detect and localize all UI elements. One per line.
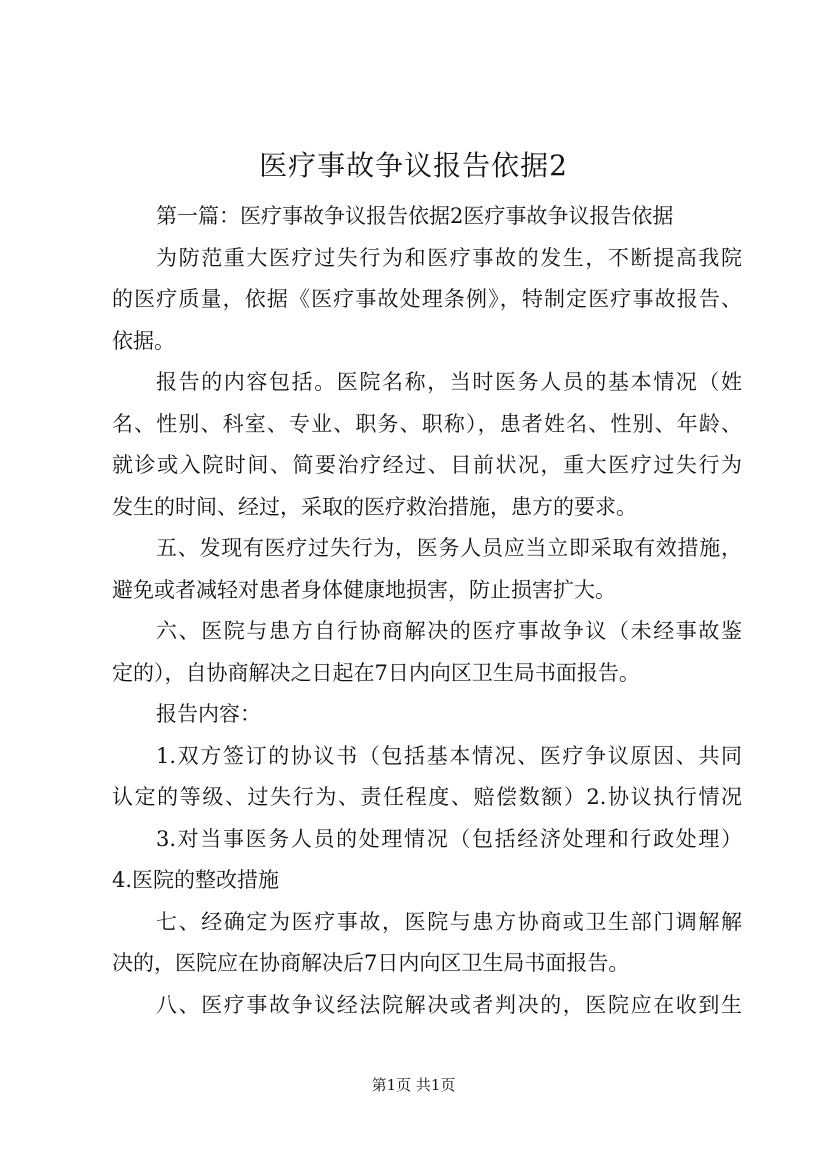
paragraph-line: 定的），自协商解决之日起在7日内向区卫生局书面报告。 xyxy=(112,660,640,685)
paragraph-line: 名、性别、科室、专业、职务、职称），患者姓名、性别、年龄、 xyxy=(112,411,742,436)
paragraph-line: 的医疗质量，依据《医疗事故处理条例》，特制定医疗事故报告、 xyxy=(112,287,742,311)
page-footer: 第1页 共1页 xyxy=(371,1076,456,1094)
paragraph-line: 报告内容： xyxy=(156,702,261,726)
document-title: 医疗事故争议报告依据2 xyxy=(259,149,568,182)
paragraph-line: 八、医疗事故争议经法院解决或者判决的，医院应在收到生 xyxy=(156,992,742,1017)
paragraph-line: 为防范重大医疗过失行为和医疗事故的发生，不断提高我院 xyxy=(156,245,742,270)
paragraph-line: 避免或者减轻对患者身体健康地损害，防止损害扩大。 xyxy=(112,577,616,602)
paragraph-line: 六、医院与患方自行协商解决的医疗事故争议（未经事故鉴 xyxy=(156,619,742,643)
paragraph-line: 五、发现有医疗过失行为，医务人员应当立即采取有效措施， xyxy=(156,536,742,560)
paragraph-line: 就诊或入院时间、简要治疗经过、目前状况，重大医疗过失行为 xyxy=(112,453,742,477)
paragraph-line: 依据。 xyxy=(112,328,175,353)
document-body xyxy=(112,196,742,1026)
paragraph-line: 3.对当事医务人员的处理情况（包括经济处理和行政处理） xyxy=(156,826,742,851)
paragraph-line: 报告的内容包括。医院名称，当时医务人员的基本情况（姓 xyxy=(156,370,742,394)
paragraph-line: 发生的时间、经过，采取的医疗救治措施，患方的要求。 xyxy=(112,494,637,519)
paragraph-line: 七、经确定为医疗事故，医院与患方协商或卫生部门调解解 xyxy=(156,909,742,934)
paragraph-line: 4.医院的整改措施 xyxy=(112,868,280,892)
paragraph-line: 认定的等级、过失行为、责任程度、赔偿数额）2.协议执行情况 xyxy=(112,785,742,809)
paragraph-line: 1.双方签订的协议书（包括基本情况、医疗争议原因、共同 xyxy=(156,743,742,768)
paragraph-line: 第一篇：医疗事故争议报告依据2医疗事故争议报告依据 xyxy=(156,204,674,228)
paragraph-line: 决的，医院应在协商解决后7日内向区卫生局书面报告。 xyxy=(112,951,630,975)
